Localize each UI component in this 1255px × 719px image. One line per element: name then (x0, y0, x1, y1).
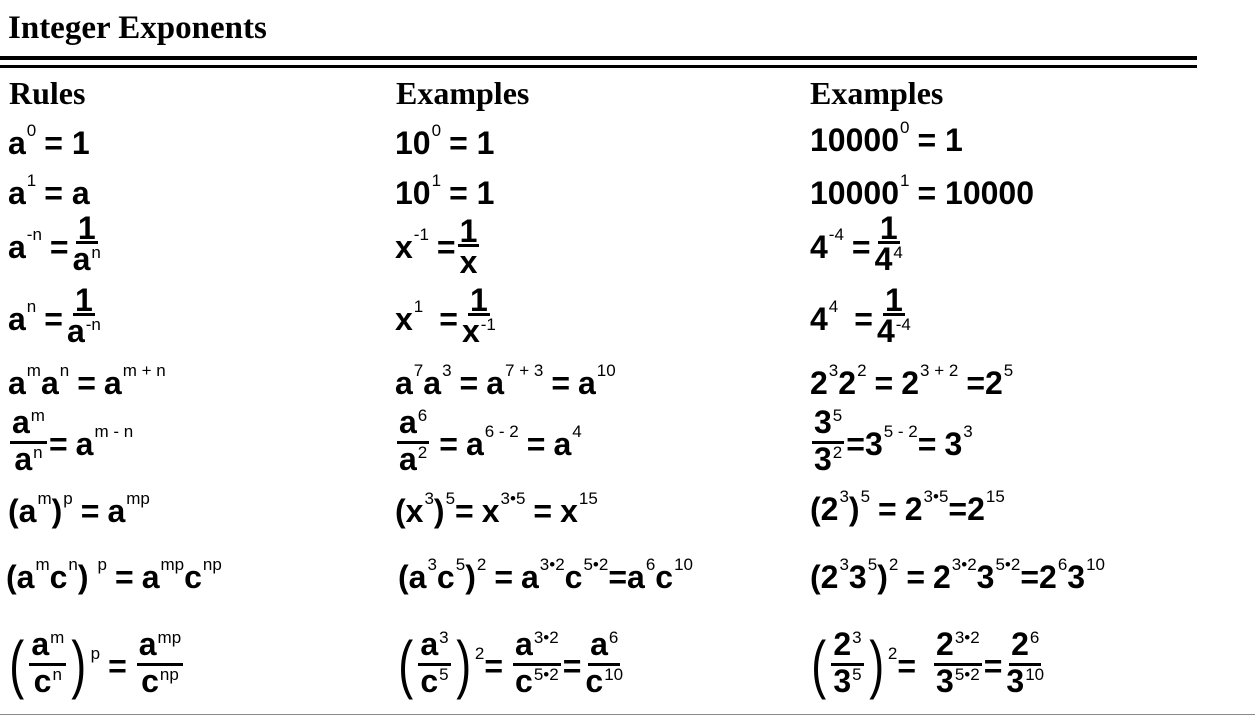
example-power-of-product-2: ( 2 $^3$ 3 $^5$ ) $^2$ = 2 $^{3•2}$ 3 $^{5•2}$ = 2 $^6$ 3 $^{10}$ (810, 555, 1106, 595)
rule-quotient: $\frac{a^m}{a^n}$ = a $^{m - n}$ (12, 403, 134, 477)
example-power-of-product-1: ( a $^3$ c $^5$ ) $^2$ = a $^{3•2}$ c $^{5•2}$ = a $^6$ c $^{10}$ (398, 555, 694, 595)
example-product-1: a $^7$ a $^3$ = a $^{7 + 3}$ = a $^{10}$ (395, 361, 616, 401)
example-zero-exponent-2: 10000 $^0$ = 1 (810, 118, 963, 158)
example-zero-exponent-1: 10 $^0$ = 1 (395, 121, 495, 161)
rule-reciprocal: a $^n$ = $\frac{1}{a^{-n}}$ (8, 281, 101, 349)
header-rules: Rules (9, 75, 86, 111)
rule-exponent-one: a $^1$ = a (8, 171, 90, 211)
example-exponent-one-1: 10 $^1$ = 1 (395, 171, 495, 211)
example-power-2: ( 2 $^3$ ) $^5$ = 2 $^{3•5}$ = 2 $^{15}$ (810, 487, 1005, 527)
example-exponent-one-2: 10000 $^1$ = 10000 (810, 171, 1035, 211)
title-rule-thin (0, 65, 1197, 68)
bottom-divider (0, 714, 1255, 715)
header-examples-1: Examples (396, 75, 530, 111)
example-reciprocal-2: 4 $^4$ = $\frac{1}{4^{-4}}$ (810, 281, 911, 349)
example-product-2: 2 $^3$ 2 $^2$ = 2 $^{3 + 2}$ = 2 $^5$ (810, 361, 1014, 401)
rule-product: a $^m$ a $^n$ = a $^{m + n}$ (8, 361, 166, 401)
rule-power: ( a $^m$ ) $^p$ = a $^{mp}$ (8, 489, 150, 529)
example-power-1: ( x $^3$ ) $^5$ = x $^{3•5}$ = x $^{15}$ (395, 489, 598, 529)
rule-negative-exponent: a $^{-n}$ = $\frac{1}{a^n}$ (8, 209, 101, 277)
example-quotient-2: $\frac{3^5}{3^2}$ = 3 $^{5 - 2}$ = 3 $^3$ (814, 403, 973, 477)
rule-power-of-product: ( a $^m$ c $^n$ ) $^p$ = a $^{mp}$ c $^{np}$ (6, 555, 222, 595)
title-rule-thick (0, 56, 1197, 60)
rule-power-of-quotient: ( $\frac{a^m}{c^n}$ ) $^p$ = $\frac{a^{mp}}{c^{np}}$ (9, 625, 182, 700)
example-power-of-quotient-2: ( $\frac{2^3}{3^5}$ ) $^2$ = $\frac{2^{3•2}}{3^{5•2}}$ = $\frac{2^6}{3^{10}}$ (811, 625, 1045, 700)
example-power-of-quotient-1: ( $\frac{a^3}{c^5}$ ) $^2$ = $\frac{a^{3•2}}{c^{5•2}}$ = $\frac{a^6}{c^{10}}$ (398, 625, 624, 700)
example-negative-exponent-1: x $^{-1}$ = $\frac{1}{x}$ (395, 212, 478, 280)
page-title: Integer Exponents (8, 10, 267, 46)
header-examples-2: Examples (810, 75, 944, 111)
rule-zero-exponent: a $^0$ = 1 (8, 121, 90, 161)
example-reciprocal-1: x $^1$ = $\frac{1}{x^{-1}}$ (395, 281, 496, 349)
example-quotient-1: $\frac{a^6}{a^2}$ = a $^{6 - 2}$ = a $^4$ (399, 403, 582, 477)
example-negative-exponent-2: 4 $^{-4}$ = $\frac{1}{4^4}$ (810, 209, 903, 277)
